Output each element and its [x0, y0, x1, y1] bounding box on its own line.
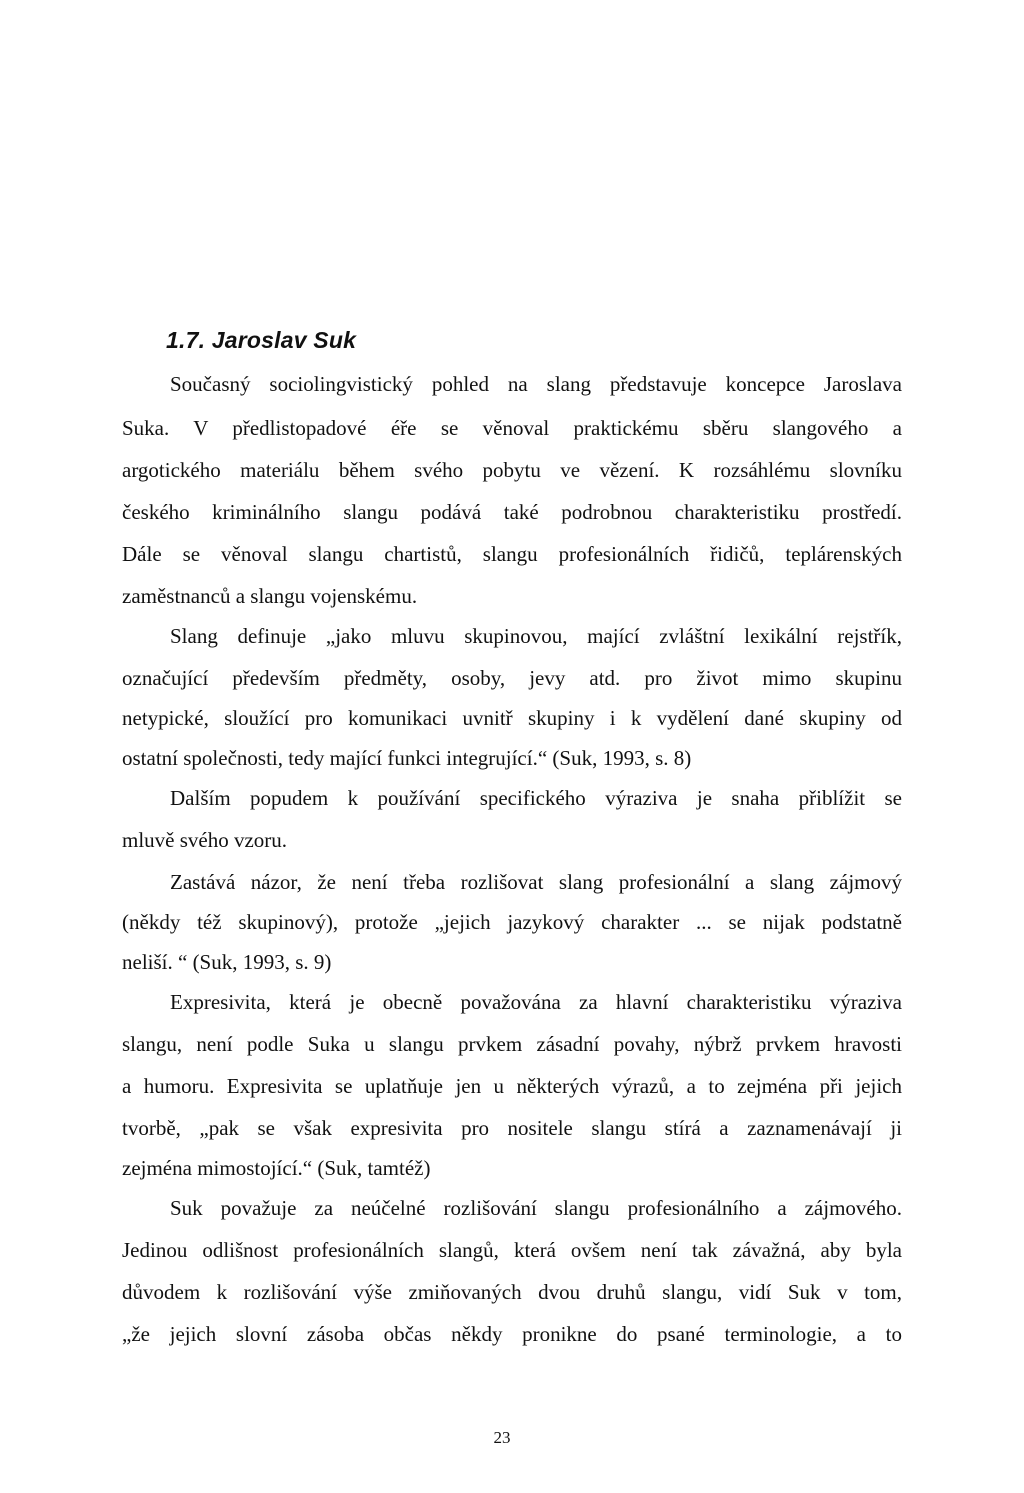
text-line: slangu, není podle Suka u slangu prvkem zásadní povahy, nýbrž prvkem hravosti: [122, 1032, 902, 1056]
text-line: Současný sociolingvistický pohled na slang představuje koncepce Jaroslava: [170, 372, 902, 396]
text-line: netypické, sloužící pro komunikaci uvnitř skupiny i k vydělení dané skupiny od: [122, 706, 902, 730]
text-line: Zastává názor, že není třeba rozlišovat slang profesionální a slang zájmový: [170, 870, 902, 894]
text-line: označující především předměty, osoby, jevy atd. pro život mimo skupinu: [122, 666, 902, 690]
text-line: Dále se věnoval slangu chartistů, slangu profesionálních řidičů, teplárenských: [122, 542, 902, 566]
text-line: Suk považuje za neúčelné rozlišování slangu profesionálního a zájmového.: [170, 1196, 902, 1220]
text-line: Dalším popudem k používání specifického výraziva je snaha přiblížit se: [170, 786, 902, 810]
section-heading: 1.7. Jaroslav Suk: [166, 327, 357, 353]
text-line: Jedinou odlišnost profesionálních slangů, která ovšem není tak závažná, aby byla: [122, 1238, 902, 1262]
text-line: „že jejich slovní zásoba občas někdy pronikne do psané terminologie, a to: [122, 1322, 902, 1346]
text-line: (někdy též skupinový), protože „jejich jazykový charakter ... se nijak podstatně: [122, 910, 902, 934]
text-line: Slang definuje „jako mluvu skupinovou, mající zvláštní lexikální rejstřík,: [170, 624, 902, 648]
text-line: ostatní společnosti, tedy mající funkci integrující.“ (Suk, 1993, s. 8): [122, 746, 692, 770]
text-line: mluvě svého vzoru.: [122, 828, 288, 852]
page-number: 23: [493, 1428, 511, 1447]
text-line: argotického materiálu během svého pobytu ve vězení. K rozsáhlému slovníku: [122, 458, 902, 482]
text-line: důvodem k rozlišování výše zmiňovaných dvou druhů slangu, vidí Suk v tom,: [122, 1280, 902, 1304]
text-line: neliší. “ (Suk, 1993, s. 9): [122, 950, 332, 974]
text-line: tvorbě, „pak se však expresivita pro nositele slangu stírá a zaznamenávají ji: [122, 1116, 902, 1140]
text-line: Suka. V předlistopadové éře se věnoval praktickému sběru slangového a: [122, 416, 902, 440]
text-line: zaměstnanců a slangu vojenskému.: [122, 584, 418, 608]
text-line: zejména mimostojící.“ (Suk, tamtéž): [122, 1156, 431, 1180]
text-line: českého kriminálního slangu podává také podrobnou charakteristiku prostředí.: [122, 500, 902, 524]
text-line: Expresivita, která je obecně považována za hlavní charakteristiku výraziva: [170, 990, 902, 1014]
text-line: a humoru. Expresivita se uplatňuje jen u některých výrazů, a to zejména při jejich: [122, 1074, 902, 1098]
